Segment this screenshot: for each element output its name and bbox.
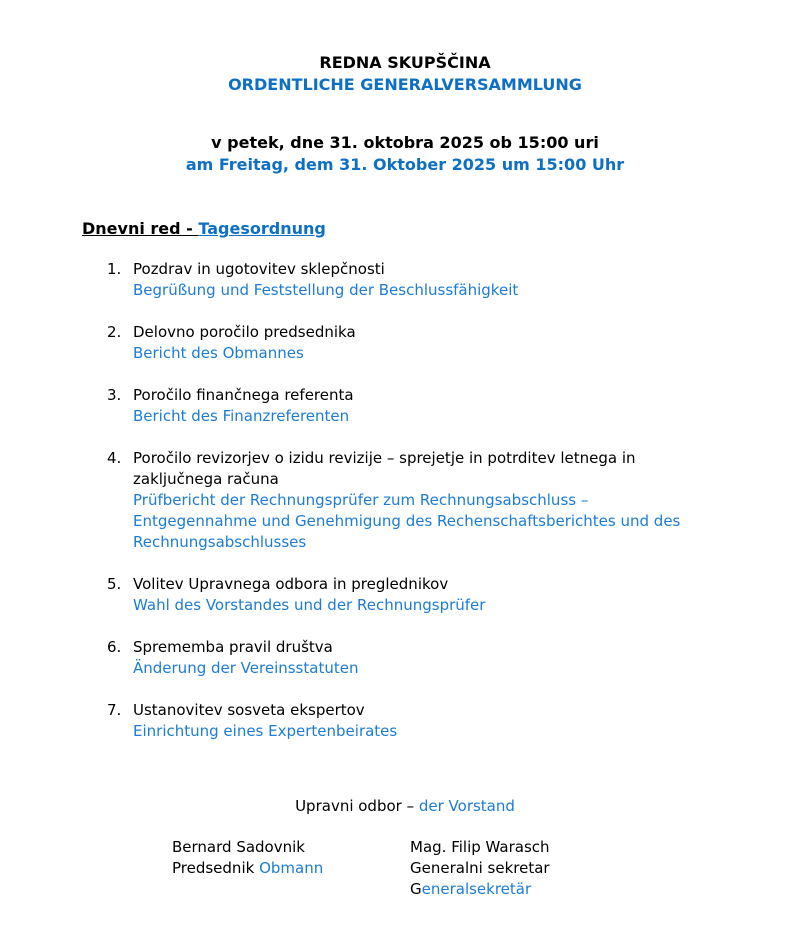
title-german: ORDENTLICHE GENERALVERSAMMLUNG xyxy=(228,75,582,94)
item-text-german: Prüfbericht der Rechnungsprüfer zum Rechnungsabschluss – Entgegennahme und Genehmigung des Rechenschaftsberichtes und des Rechnungsabschlusses xyxy=(133,491,681,551)
item-number: 1. xyxy=(107,260,122,278)
item-text-slovenian: Sprememba pravil društva xyxy=(133,638,333,656)
datetime-block xyxy=(0,132,810,176)
board-german: der Vorstand xyxy=(418,797,515,815)
item-number: 5. xyxy=(107,575,122,593)
board-slovenian: Upravni odbor – xyxy=(295,797,419,815)
signatory-role xyxy=(410,858,648,900)
signatory-role-slovenian: Generalni sekretar G xyxy=(410,859,550,898)
item-text-slovenian: Pozdrav in ugotovitev sklepčnosti xyxy=(133,260,385,278)
agenda-item-2 xyxy=(107,322,717,364)
signatory-name: Bernard Sadovnik xyxy=(172,838,305,856)
item-text-slovenian: Poročilo finančnega referenta xyxy=(133,386,354,404)
board-line xyxy=(0,795,810,817)
signatory-president xyxy=(172,837,410,900)
item-text-german: Einrichtung eines Expertenbeirates xyxy=(133,722,398,740)
agenda-item-3 xyxy=(107,385,717,427)
item-text-slovenian: Delovno poročilo predsednika xyxy=(133,323,356,341)
item-text-german: Bericht des Obmannes xyxy=(133,344,304,362)
signatory-name: Mag. Filip Warasch xyxy=(410,838,550,856)
agenda-item-6 xyxy=(107,637,717,679)
item-text-slovenian: Poročilo revizorjev o izidu revizije – sprejetje in potrditev letnega in zaključnega računa xyxy=(133,449,636,488)
datetime-slovenian: v petek, dne 31. oktobra 2025 ob 15:00 uri xyxy=(211,133,599,152)
agenda-item-1 xyxy=(107,259,717,301)
agenda-heading-slovenian: Dnevni red - xyxy=(82,219,199,238)
item-number: 2. xyxy=(107,323,122,341)
signatory-role-german: eneralsekretär xyxy=(421,880,532,898)
item-text-german: Bericht des Finanzreferenten xyxy=(133,407,350,425)
signatory-role xyxy=(172,858,410,879)
signatory-role-slovenian: Predsednik xyxy=(172,859,260,877)
agenda-list xyxy=(107,259,717,742)
item-text-german: Änderung der Vereinsstatuten xyxy=(133,659,359,677)
item-text-slovenian: Ustanovitev sosveta ekspertov xyxy=(133,701,365,719)
title-slovenian: REDNA SKUPŠČINA xyxy=(319,53,491,72)
agenda-heading-german: Tagesordnung xyxy=(198,219,326,238)
signatory-role-german: Obmann xyxy=(259,859,324,877)
agenda-item-5 xyxy=(107,574,717,616)
signature-block xyxy=(172,837,810,900)
item-number: 3. xyxy=(107,386,122,404)
agenda-item-4 xyxy=(107,448,717,553)
agenda-item-7 xyxy=(107,700,717,742)
item-number: 6. xyxy=(107,638,122,656)
item-text-slovenian: Volitev Upravnega odbora in preglednikov xyxy=(133,575,449,593)
datetime-german: am Freitag, dem 31. Oktober 2025 um 15:00 Uhr xyxy=(185,155,625,174)
signatory-secretary xyxy=(410,837,648,900)
document-title-block xyxy=(0,52,810,96)
item-number: 7. xyxy=(107,701,122,719)
item-text-german: Begrüßung und Feststellung der Beschlussfähigkeit xyxy=(133,281,519,299)
item-text-german: Wahl des Vorstandes und der Rechnungsprüfer xyxy=(133,596,486,614)
item-number: 4. xyxy=(107,449,122,467)
agenda-heading xyxy=(82,217,810,240)
